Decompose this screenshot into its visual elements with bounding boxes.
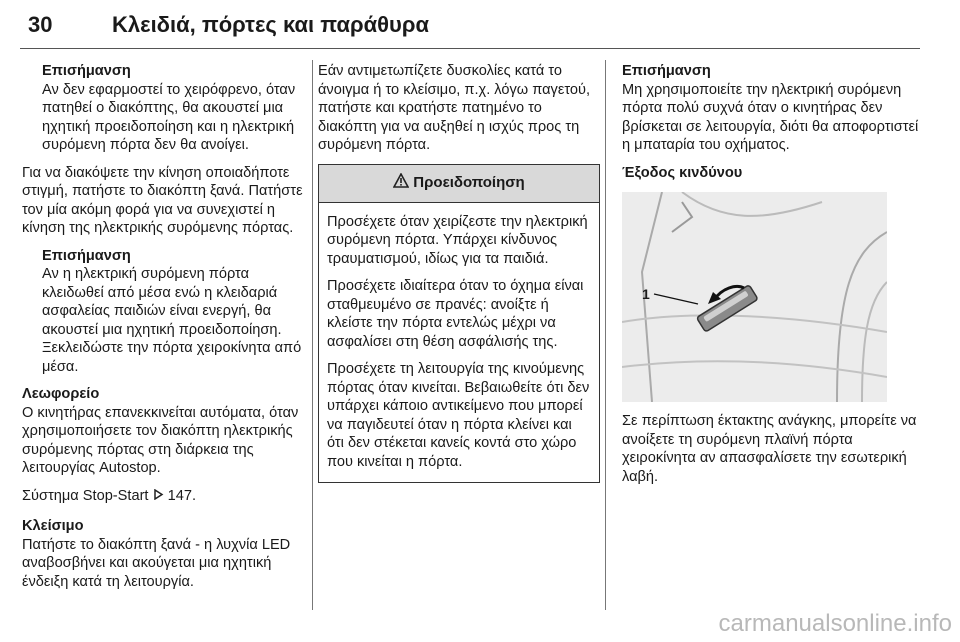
cross-reference-page: 147.: [167, 487, 197, 504]
note-text: Αν η ηλεκτρική συρόμενη πόρτα κλειδωθεί από μέσα ενώ η κλειδαριά ασφαλείας παιδιών είναι ενεργή, θα ακουστεί μια ηχητική προειδοποίηση. Ξεκλειδώστε την πόρτα χειροκίνητα από μέσα.: [42, 266, 302, 375]
note-text: Αν δεν εφαρμοστεί το χειρόφρενο, όταν πατηθεί ο διακόπτης, θα ακουστεί μια ηχητική προειδοποίηση και η ηλεκτρική συρόμενη πόρτα δεν θα ανοίγει.: [42, 81, 296, 153]
warning-text: Προσέχετε ιδιαίτερα όταν το όχημα είναι σταθμευμένο σε πρανές: ανοίξτε ή κλείστε την πόρτα εντελώς μέχρι να ασφαλίσει στη θέση ασφάλισής της.: [327, 278, 584, 350]
door-handle-illustration: [622, 192, 887, 402]
section-heading-lock: Κλείσιμο: [22, 518, 84, 534]
header-divider: [20, 48, 920, 49]
paragraph: Εάν αντιμετωπίζετε δυσκολίες κατά το άνοιγμα ή το κλείσιμο, π.χ. λόγω παγετού, πατήστε και κρατήστε πατημένο το διακόπτη για να αυξηθεί η ισχύς προς τη συρόμενη πόρτα.: [318, 63, 591, 153]
note-title: Επισήμανση: [42, 63, 131, 79]
page-number: 30: [28, 12, 53, 37]
warning-text: Προσέχετε τη λειτουργία της κινούμενης πόρτας όταν κινείται. Βεβαιωθείτε ότι δεν υπάρχει κάποιο αντικείμενο που μπορεί να παγιδευτεί όταν η πόρτα κλείνει και ότι δεν στέκεται κανείς κοντά στο χώρο που κινείται η πόρτα.: [327, 361, 590, 470]
note-title: Επισήμανση: [42, 247, 131, 264]
figure-callout-label: 1: [642, 286, 650, 302]
door-handle-figure: [622, 192, 887, 402]
warning-text: Προσέχετε όταν χειρίζεστε την ηλεκτρική συρόμενη πόρτα. Υπάρχει κίνδυνος τραυματισμού, ιδίως για τα παιδιά.: [327, 213, 588, 267]
column-middle: [318, 62, 600, 483]
section-heading-bus: Λεωφορείο: [22, 386, 100, 402]
warning-header: [319, 165, 599, 203]
warning-body: [319, 203, 599, 483]
note-block: [22, 247, 307, 377]
section-heading-exit: Έξοδος κινδύνου: [622, 164, 743, 181]
page-title: Κλειδιά, πόρτες και παράθυρα: [112, 12, 429, 37]
column-left: [22, 62, 307, 600]
column-divider: [605, 60, 606, 610]
warning-title: Προειδοποίηση: [413, 173, 525, 191]
watermark: carmanualsonline.info: [718, 610, 952, 637]
paragraph: Για να διακόψετε την κίνηση οποιαδήποτε στιγμή, πατήστε το διακόπτη ξανά. Πατήστε τον μία ακόμη φορά για να συνεχιστεί η κίνηση της ηλεκτρικής συρόμενης πόρτας.: [22, 164, 303, 236]
cross-reference-label: Σύστημα Stop-Start: [22, 487, 149, 504]
arrow-ref-icon: [153, 488, 164, 504]
cross-reference[interactable]: [22, 487, 307, 506]
paragraph: Ο κινητήρας επανεκκινείται αυτόματα, όταν χρησιμοποιήσετε τον διακόπτη ηλεκτρικής συρόμενης πόρτας στη διάρκεια της λειτουργίας Autostop.: [22, 404, 299, 476]
figure-caption: Σε περίπτωση έκτακτης ανάγκης, μπορείτε να ανοίξετε τη συρόμενη πλαϊνή πόρτα χειροκίνητα αν απασφαλίσετε την εσωτερική λαβή.: [622, 413, 917, 485]
note-title: Επισήμανση: [622, 63, 711, 79]
note-block: [22, 62, 307, 155]
column-divider: [312, 60, 313, 610]
paragraph: Πατήστε το διακόπτη ξανά - η λυχνία LED αναβοσβήνει και ακούγεται μια ηχητική ένδειξη κατά τη λειτουργία.: [22, 536, 291, 590]
warning-triangle-icon: [393, 173, 409, 194]
note-text: Μη χρησιμοποιείτε την ηλεκτρική συρόμενη πόρτα πολύ συχνά όταν ο κινητήρας δεν βρίσκεται σε λειτουργία, διότι θα αποφορτιστεί η μπαταρία του οχήματος.: [622, 81, 919, 153]
warning-box: [318, 164, 600, 484]
column-right: [622, 62, 920, 495]
